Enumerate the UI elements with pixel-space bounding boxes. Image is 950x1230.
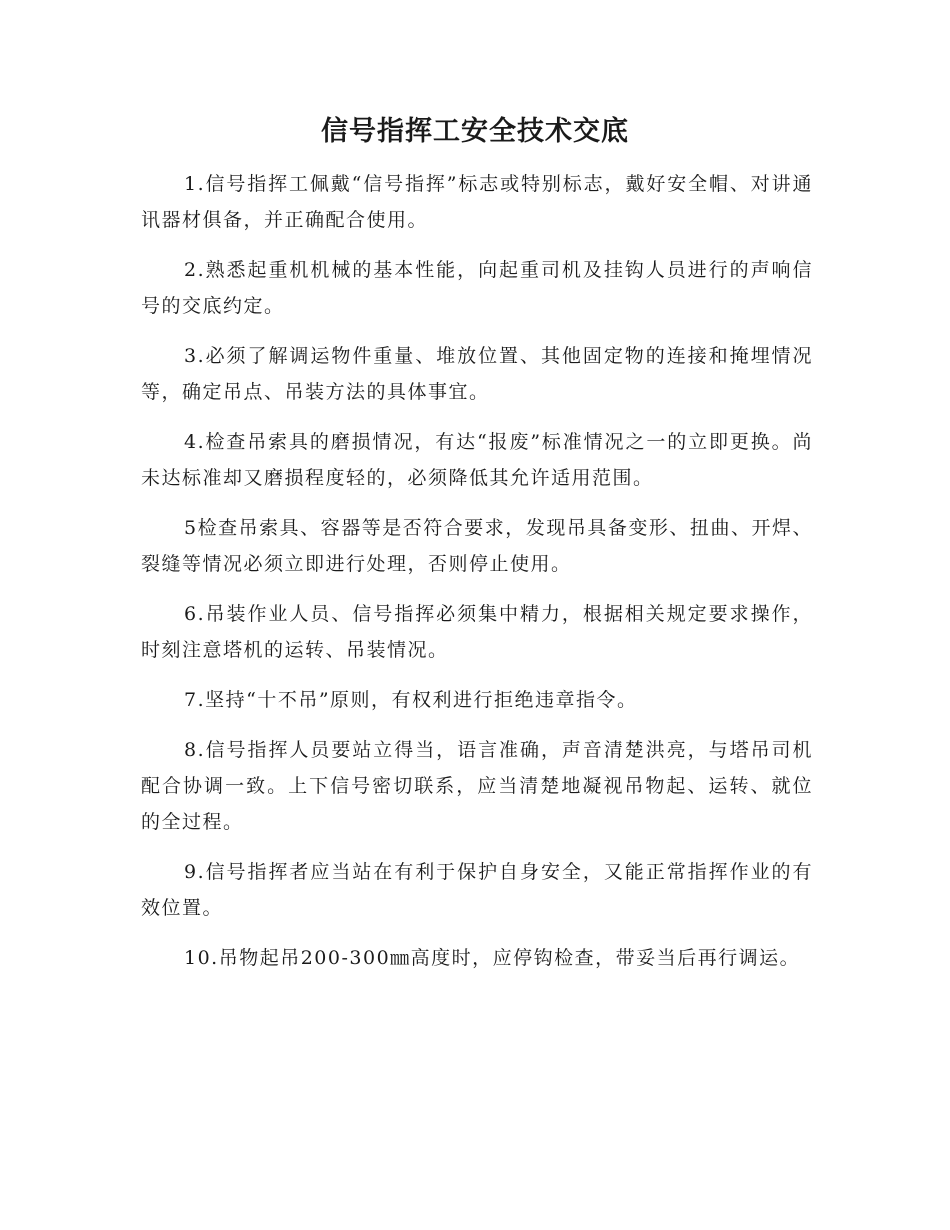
paragraph-6: 6.吊装作业人员、信号指挥必须集中精力，根据相关规定要求操作，时刻注意塔机的运转、吊装情况。: [141, 603, 813, 661]
document-title: 信号指挥工安全技术交底: [321, 116, 629, 147]
paragraph-9: 9.信号指挥者应当站在有利于保护自身安全，又能正常指挥作业的有效位置。: [141, 861, 813, 919]
paragraph-4: 4.检查吊索具的磨损情况，有达“报废”标准情况之一的立即更换。尚未达标准却又磨损程度轻的，必须降低其允许适用范围。: [141, 431, 813, 489]
paragraph-2: 2.熟悉起重机机械的基本性能，向起重司机及挂钩人员进行的声响信号的交底约定。: [141, 259, 813, 317]
paragraph-7: 7.坚持“十不吊”原则，有权利进行拒绝违章指令。: [184, 689, 638, 711]
paragraph-10: 10.吊物起吊200-300㎜高度时，应停钩检查，带妥当后再行调运。: [184, 947, 801, 969]
paragraph-5: 5检查吊索具、容器等是否符合要求，发现吊具备变形、扭曲、开焊、裂缝等情况必须立即进行处理，否则停止使用。: [141, 517, 813, 575]
document-body: [141, 166, 813, 990]
paragraph-8: 8.信号指挥人员要站立得当，语言准确，声音清楚洪亮，与塔吊司机配合协调一致。上下信号密切联系，应当清楚地凝视吊物起、运转、就位的全过程。: [141, 739, 813, 833]
paragraph-3: 3.必须了解调运物件重量、堆放位置、其他固定物的连接和掩埋情况等，确定吊点、吊装方法的具体事宜。: [141, 345, 813, 403]
paragraph-1: 1.信号指挥工佩戴“信号指挥”标志或特别标志，戴好安全帽、对讲通讯器材俱备，并正确配合使用。: [141, 173, 813, 231]
